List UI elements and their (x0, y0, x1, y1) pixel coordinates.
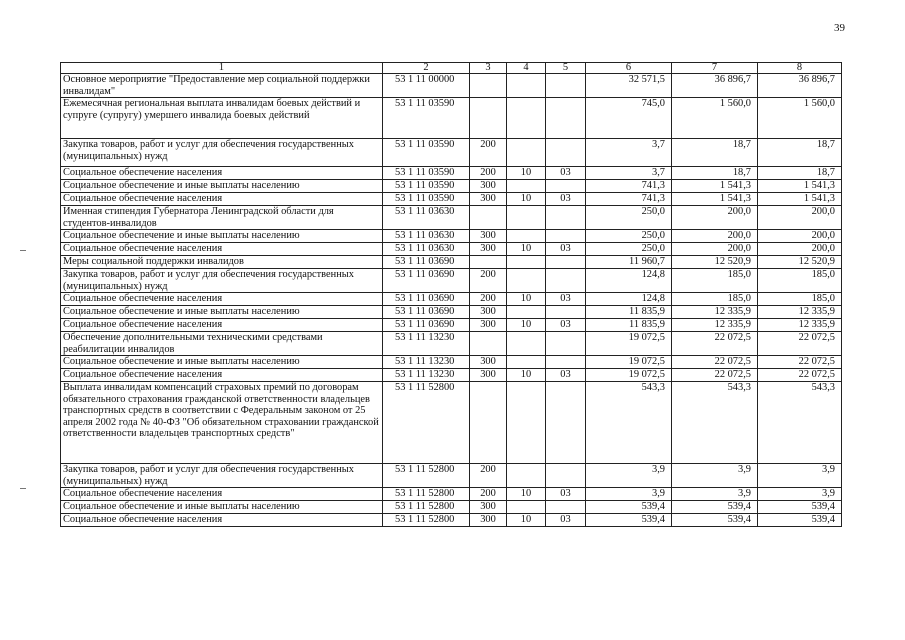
row-c3-cell: 300 (470, 193, 507, 206)
row-v7-cell: 200,0 (672, 206, 758, 230)
row-c5-cell: 03 (546, 193, 586, 206)
row-code-cell: 53 1 11 03590 (383, 167, 470, 180)
row-c4-cell (507, 180, 546, 193)
table-row (61, 206, 842, 230)
table-row (61, 488, 842, 501)
row-name-cell: Социальное обеспечение и иные выплаты населению (61, 230, 383, 243)
table-row (61, 98, 842, 139)
row-c5-cell: 03 (546, 488, 586, 501)
row-v6-cell: 745,0 (586, 98, 672, 139)
row-v8-cell: 185,0 (758, 293, 842, 306)
row-name-cell: Социальное обеспечение и иные выплаты населению (61, 306, 383, 319)
row-c4-cell (507, 98, 546, 139)
row-c4-cell (507, 356, 546, 369)
row-v7-cell: 3,9 (672, 488, 758, 501)
row-c4-cell (507, 269, 546, 293)
row-c4-cell (507, 306, 546, 319)
row-v6-cell: 3,9 (586, 464, 672, 488)
row-code-cell: 53 1 11 03690 (383, 293, 470, 306)
row-v6-cell: 124,8 (586, 293, 672, 306)
row-name-cell: Закупка товаров, работ и услуг для обеспечения государственных (муниципальных) нужд (61, 269, 383, 293)
row-v7-cell: 22 072,5 (672, 356, 758, 369)
row-c3-cell: 300 (470, 319, 507, 332)
row-c3-cell: 200 (470, 269, 507, 293)
row-v6-cell: 19 072,5 (586, 332, 672, 356)
row-v6-cell: 543,3 (586, 382, 672, 464)
row-v8-cell: 543,3 (758, 382, 842, 464)
row-c5-cell (546, 501, 586, 514)
row-c5-cell: 03 (546, 167, 586, 180)
table-row (61, 230, 842, 243)
row-v8-cell: 3,9 (758, 464, 842, 488)
row-v8-cell: 1 541,3 (758, 180, 842, 193)
row-c4-cell: 10 (507, 319, 546, 332)
row-c4-cell (507, 74, 546, 98)
row-v7-cell: 18,7 (672, 139, 758, 167)
row-v7-cell: 1 541,3 (672, 180, 758, 193)
row-c3-cell: 300 (470, 369, 507, 382)
table-row (61, 306, 842, 319)
row-v8-cell: 22 072,5 (758, 332, 842, 356)
row-c5-cell (546, 98, 586, 139)
row-v7-cell: 12 335,9 (672, 319, 758, 332)
row-v6-cell: 741,3 (586, 193, 672, 206)
row-c5-cell (546, 269, 586, 293)
row-c5-cell: 03 (546, 514, 586, 527)
row-v8-cell: 1 560,0 (758, 98, 842, 139)
row-v8-cell: 12 335,9 (758, 306, 842, 319)
row-code-cell: 53 1 11 03690 (383, 269, 470, 293)
header-cell: 1 (61, 63, 383, 74)
row-v7-cell: 1 541,3 (672, 193, 758, 206)
budget-table (60, 62, 842, 527)
row-c3-cell: 200 (470, 167, 507, 180)
row-c4-cell: 10 (507, 243, 546, 256)
row-c5-cell (546, 464, 586, 488)
row-v7-cell: 12 335,9 (672, 306, 758, 319)
margin-mark (20, 250, 26, 251)
row-c3-cell: 200 (470, 488, 507, 501)
row-code-cell: 53 1 11 52800 (383, 514, 470, 527)
row-v7-cell: 539,4 (672, 514, 758, 527)
row-c4-cell (507, 139, 546, 167)
row-c3-cell: 300 (470, 514, 507, 527)
row-v7-cell: 185,0 (672, 293, 758, 306)
table-row (61, 167, 842, 180)
row-v6-cell: 124,8 (586, 269, 672, 293)
row-c5-cell: 03 (546, 319, 586, 332)
row-c5-cell (546, 74, 586, 98)
table-row (61, 180, 842, 193)
row-c5-cell (546, 332, 586, 356)
table-row (61, 243, 842, 256)
row-c4-cell: 10 (507, 193, 546, 206)
row-code-cell: 53 1 11 03690 (383, 306, 470, 319)
table-row (61, 356, 842, 369)
row-v8-cell: 12 520,9 (758, 256, 842, 269)
header-cell: 4 (507, 63, 546, 74)
row-name-cell: Социальное обеспечение населения (61, 243, 383, 256)
row-c4-cell: 10 (507, 488, 546, 501)
row-code-cell: 53 1 11 00000 (383, 74, 470, 98)
row-v6-cell: 19 072,5 (586, 356, 672, 369)
row-name-cell: Социальное обеспечение населения (61, 488, 383, 501)
row-c3-cell (470, 206, 507, 230)
row-c3-cell (470, 98, 507, 139)
row-c4-cell (507, 332, 546, 356)
row-v7-cell: 539,4 (672, 501, 758, 514)
header-cell: 2 (383, 63, 470, 74)
row-code-cell: 53 1 11 03590 (383, 193, 470, 206)
row-v8-cell: 3,9 (758, 488, 842, 501)
row-v8-cell: 36 896,7 (758, 74, 842, 98)
row-code-cell: 53 1 11 13230 (383, 369, 470, 382)
row-c3-cell: 200 (470, 139, 507, 167)
row-name-cell: Социальное обеспечение и иные выплаты населению (61, 180, 383, 193)
row-c4-cell (507, 206, 546, 230)
row-v8-cell: 22 072,5 (758, 369, 842, 382)
table-row (61, 382, 842, 464)
row-c5-cell: 03 (546, 293, 586, 306)
row-c4-cell: 10 (507, 167, 546, 180)
table-row (61, 74, 842, 98)
row-v8-cell: 539,4 (758, 501, 842, 514)
row-c3-cell (470, 332, 507, 356)
row-name-cell: Ежемесячная региональная выплата инвалидам боевых действий и супруге (супругу) умершего инвалида боевых действий (61, 98, 383, 139)
table-row (61, 332, 842, 356)
row-name-cell: Закупка товаров, работ и услуг для обеспечения государственных (муниципальных) нужд (61, 464, 383, 488)
row-v6-cell: 3,9 (586, 488, 672, 501)
row-c3-cell: 200 (470, 464, 507, 488)
row-c3-cell (470, 256, 507, 269)
row-v6-cell: 741,3 (586, 180, 672, 193)
row-c4-cell: 10 (507, 293, 546, 306)
row-c3-cell: 300 (470, 230, 507, 243)
table-row (61, 293, 842, 306)
row-c4-cell: 10 (507, 369, 546, 382)
table-row (61, 269, 842, 293)
row-v7-cell: 1 560,0 (672, 98, 758, 139)
row-c4-cell (507, 230, 546, 243)
row-v7-cell: 22 072,5 (672, 332, 758, 356)
row-code-cell: 53 1 11 03630 (383, 206, 470, 230)
row-c4-cell: 10 (507, 514, 546, 527)
row-name-cell: Именная стипендия Губернатора Ленинградской области для студентов-инвалидов (61, 206, 383, 230)
row-v6-cell: 11 835,9 (586, 319, 672, 332)
row-c5-cell (546, 139, 586, 167)
row-v6-cell: 250,0 (586, 206, 672, 230)
row-v7-cell: 12 520,9 (672, 256, 758, 269)
row-code-cell: 53 1 11 03590 (383, 139, 470, 167)
row-c5-cell (546, 180, 586, 193)
row-v7-cell: 185,0 (672, 269, 758, 293)
row-c5-cell (546, 230, 586, 243)
table-row (61, 514, 842, 527)
row-c3-cell: 300 (470, 501, 507, 514)
row-c4-cell (507, 501, 546, 514)
row-c5-cell (546, 206, 586, 230)
table-row (61, 193, 842, 206)
row-c3-cell (470, 382, 507, 464)
row-v7-cell: 22 072,5 (672, 369, 758, 382)
row-code-cell: 53 1 11 03690 (383, 319, 470, 332)
row-v6-cell: 32 571,5 (586, 74, 672, 98)
row-v8-cell: 200,0 (758, 243, 842, 256)
row-v7-cell: 543,3 (672, 382, 758, 464)
row-c5-cell: 03 (546, 243, 586, 256)
row-c5-cell (546, 306, 586, 319)
row-v6-cell: 539,4 (586, 514, 672, 527)
row-code-cell: 53 1 11 13230 (383, 332, 470, 356)
margin-mark (20, 488, 26, 489)
row-v8-cell: 200,0 (758, 230, 842, 243)
header-cell: 6 (586, 63, 672, 74)
row-c5-cell (546, 382, 586, 464)
row-code-cell: 53 1 11 03590 (383, 180, 470, 193)
table-row (61, 464, 842, 488)
row-code-cell: 53 1 11 52800 (383, 382, 470, 464)
table-row (61, 369, 842, 382)
row-code-cell: 53 1 11 52800 (383, 488, 470, 501)
row-v6-cell: 11 960,7 (586, 256, 672, 269)
row-c4-cell (507, 464, 546, 488)
row-v7-cell: 200,0 (672, 243, 758, 256)
row-v6-cell: 19 072,5 (586, 369, 672, 382)
row-v7-cell: 3,9 (672, 464, 758, 488)
row-v8-cell: 22 072,5 (758, 356, 842, 369)
row-c4-cell (507, 382, 546, 464)
row-c3-cell: 200 (470, 293, 507, 306)
header-cell: 8 (758, 63, 842, 74)
row-v6-cell: 250,0 (586, 243, 672, 256)
row-code-cell: 53 1 11 03690 (383, 256, 470, 269)
table-row (61, 319, 842, 332)
row-c3-cell: 300 (470, 356, 507, 369)
row-name-cell: Основное мероприятие "Предоставление мер социальной поддержки инвалидам" (61, 74, 383, 98)
row-name-cell: Обеспечение дополнительными техническими средствами реабилитации инвалидов (61, 332, 383, 356)
row-v8-cell: 18,7 (758, 139, 842, 167)
row-v7-cell: 18,7 (672, 167, 758, 180)
page-number: 39 (834, 22, 845, 34)
row-v6-cell: 11 835,9 (586, 306, 672, 319)
row-c5-cell (546, 256, 586, 269)
row-v8-cell: 12 335,9 (758, 319, 842, 332)
row-code-cell: 53 1 11 13230 (383, 356, 470, 369)
row-v7-cell: 200,0 (672, 230, 758, 243)
table-row (61, 256, 842, 269)
header-cell: 7 (672, 63, 758, 74)
row-code-cell: 53 1 11 03590 (383, 98, 470, 139)
row-v8-cell: 18,7 (758, 167, 842, 180)
row-v8-cell: 539,4 (758, 514, 842, 527)
row-name-cell: Социальное обеспечение населения (61, 319, 383, 332)
header-row (61, 63, 842, 74)
row-v8-cell: 1 541,3 (758, 193, 842, 206)
row-name-cell: Социальное обеспечение населения (61, 514, 383, 527)
row-name-cell: Выплата инвалидам компенсаций страховых премий по договорам обязательного страхования гражданской ответственности владельцев транспортных средств в соответствии с Федеральным законом от 25 апреля 2002 года № 40-ФЗ "Об обязательном страховании гражданской ответственности владельцев транспортных средств" (61, 382, 383, 464)
row-c5-cell: 03 (546, 369, 586, 382)
header-cell: 3 (470, 63, 507, 74)
row-code-cell: 53 1 11 52800 (383, 464, 470, 488)
row-v6-cell: 250,0 (586, 230, 672, 243)
row-name-cell: Социальное обеспечение населения (61, 369, 383, 382)
row-name-cell: Меры социальной поддержки инвалидов (61, 256, 383, 269)
row-name-cell: Социальное обеспечение населения (61, 293, 383, 306)
row-v6-cell: 3,7 (586, 167, 672, 180)
table-row (61, 139, 842, 167)
row-v6-cell: 539,4 (586, 501, 672, 514)
row-name-cell: Закупка товаров, работ и услуг для обеспечения государственных (муниципальных) нужд (61, 139, 383, 167)
row-name-cell: Социальное обеспечение и иные выплаты населению (61, 501, 383, 514)
row-c3-cell: 300 (470, 180, 507, 193)
row-code-cell: 53 1 11 03630 (383, 243, 470, 256)
header-cell: 5 (546, 63, 586, 74)
row-c3-cell: 300 (470, 306, 507, 319)
row-c3-cell: 300 (470, 243, 507, 256)
row-c4-cell (507, 256, 546, 269)
table-body (61, 74, 842, 527)
row-name-cell: Социальное обеспечение населения (61, 193, 383, 206)
row-name-cell: Социальное обеспечение и иные выплаты населению (61, 356, 383, 369)
row-v6-cell: 3,7 (586, 139, 672, 167)
row-name-cell: Социальное обеспечение населения (61, 167, 383, 180)
table-row (61, 501, 842, 514)
row-v8-cell: 185,0 (758, 269, 842, 293)
row-code-cell: 53 1 11 52800 (383, 501, 470, 514)
row-code-cell: 53 1 11 03630 (383, 230, 470, 243)
row-c3-cell (470, 74, 507, 98)
row-v7-cell: 36 896,7 (672, 74, 758, 98)
row-c5-cell (546, 356, 586, 369)
row-v8-cell: 200,0 (758, 206, 842, 230)
